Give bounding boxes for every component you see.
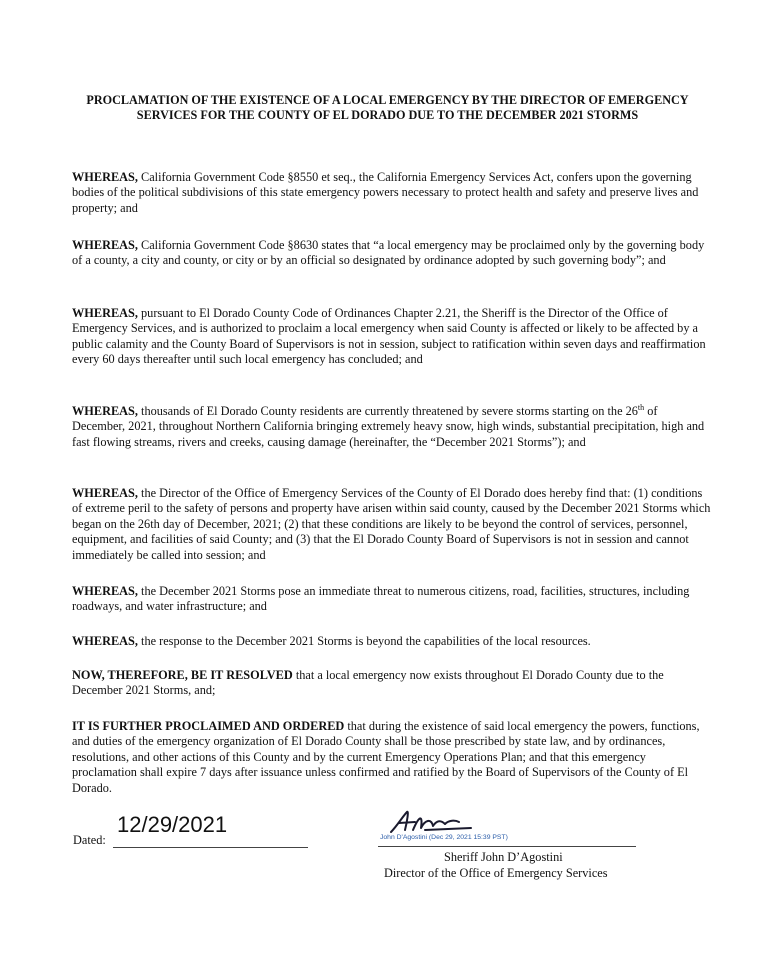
paragraph-text: that during the existence of said local emergency the powers, functions, and duties of the emergency organization of El Dorado County shall be those prescribed by state law, and by ordinances, resolutions, and other actions of this County and by the current Emergency Operations Plan; and that this emergency proclamation shall expire 7 days after issuance unless confirmed and ratified by the Board of Supervisors of the County of El Dorado.: [72, 719, 700, 795]
paragraph-text: California Government Code §8630 states that “a local emergency may be proclaimed only by the governing body of a county, a city and county, or city or by an official so designated by ordinance adopted by such governing body”; and: [72, 238, 705, 268]
paragraph-whereas-4: [72, 404, 712, 450]
paragraph-resolved: [72, 668, 712, 699]
paragraph-lead: WHEREAS,: [72, 170, 138, 184]
paragraph-text: the December 2021 Storms pose an immediate threat to numerous citizens, road, facilities, structures, including roadways, and water infrastructure; and: [72, 584, 690, 614]
signature-line: [378, 846, 636, 847]
paragraph-lead: WHEREAS,: [72, 486, 138, 500]
paragraph-text: California Government Code §8550 et seq., the California Emergency Services Act, confers upon the governing bodies of the political subdivisions of this state emergency powers necessary to protect health and safety and preserve lives and property; and: [72, 170, 699, 215]
paragraph-whereas-6: [72, 584, 712, 615]
paragraph-ordered: [72, 719, 712, 796]
paragraph-whereas-1: [72, 170, 712, 216]
document-title: PROCLAMATION OF THE EXISTENCE OF A LOCAL EMERGENCY BY THE DIRECTOR OF EMERGENCY SERVICES FOR THE COUNTY OF EL DORADO DUE TO THE DECEMBER 2021 STORMS: [86, 93, 689, 122]
esignature-stamp: John D'Agostini (Dec 29, 2021 15:39 PST): [380, 834, 508, 841]
signer-title: Director of the Office of Emergency Services: [384, 866, 608, 880]
paragraph-whereas-2: [72, 238, 712, 269]
paragraph-lead: WHEREAS,: [72, 404, 138, 418]
paragraph-text: of December, 2021, throughout Northern California bringing extremely heavy snow, high winds, substantial precipitation, high and fast flowing streams, rivers and creeks, causing damage (hereinafter, the “December 2021 Storms”); and: [72, 404, 705, 449]
dated-label: Dated:: [73, 833, 106, 847]
paragraph-lead: IT IS FURTHER PROCLAIMED AND ORDERED: [72, 719, 345, 733]
paragraph-text: the response to the December 2021 Storms is beyond the capabilities of the local resources.: [137, 634, 591, 648]
paragraph-lead: WHEREAS,: [72, 584, 138, 598]
paragraph-lead: WHEREAS,: [72, 238, 138, 252]
paragraph-lead: WHEREAS,: [72, 634, 138, 648]
dated-value: 12/29/2021: [117, 812, 228, 837]
paragraph-text: that a local emergency now exists throughout El Dorado County due to the December 2021 Storms, and;: [72, 668, 664, 698]
ordinal-suffix: th: [637, 402, 645, 412]
paragraph-lead: WHEREAS,: [72, 306, 138, 320]
paragraph-whereas-7: [72, 634, 712, 649]
paragraph-text: pursuant to El Dorado County Code of Ordinances Chapter 2.21, the Sheriff is the Director of the Office of Emergency Services, and is authorized to proclaim a local emergency when said County is affected or likely to be affected by a public calamity and the County Board of Supervisors is not in session, subject to ratification within seven days and reaffirmation every 60 days thereafter until such local emergency has concluded; and: [72, 306, 706, 367]
signer-name: Sheriff John D’Agostini: [444, 850, 563, 864]
paragraph-text: thousands of El Dorado County residents are currently threatened by severe storms starting on the 26: [137, 404, 638, 418]
handwritten-signature: [385, 808, 475, 836]
paragraph-whereas-3: [72, 306, 712, 368]
paragraph-text: the Director of the Office of Emergency Services of the County of El Dorado does hereby find that: (1) conditions of extreme peril to the safety of persons and property have arisen within said county, caused by the December 2021 Storms which began on the 26th day of December, 2021; (2) that these conditions are likely to be beyond the control of services, personnel, equipment, and facilities of said County; and (3) that the El Dorado County Board of Supervisors is not in session and cannot immediately be called into session; and: [72, 486, 711, 562]
paragraph-whereas-5: [72, 486, 712, 563]
paragraph-lead: NOW, THEREFORE, BE IT RESOLVED: [72, 668, 293, 682]
dated-signature-line: [113, 847, 308, 848]
